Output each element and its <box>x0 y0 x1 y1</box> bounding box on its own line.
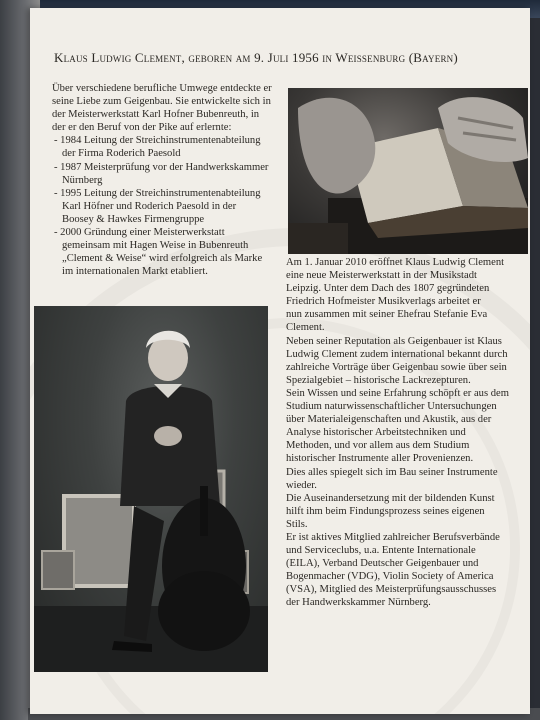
career-list <box>52 134 288 278</box>
career-item: - 2000 Gründung einer Meisterwerkstatt gemeinsam mit Hagen Weise in Bubenreuth „Clement & Weise“ wird erfolgreich als Marke im internationalen Markt etabliert. <box>54 227 263 278</box>
paragraph-memberships: Er ist aktives Mitglied zahlreicher Berufsverbände und Serviceclubs, u.a. Entente Internationale (EILA), Verband Deutscher Geigenbauer und Bogenmacher (VDG), Violin Society of America (VSA), Mitglied des Meisterprüfungsausschusses der Handwerkskammer Nürnberg. <box>286 531 500 609</box>
paragraph-leipzig: Am 1. Januar 2010 eröffnet Klaus Ludwig Clement eine neue Meisterwerkstatt in der Musikstadt Leipzig. Unter dem Dach des 1807 gegründeten Friedrich Hofmeister Musikverlags arbeitet er nun zusammen mit seiner Ehefrau Stefanie Eva Clement. <box>286 257 505 334</box>
paragraph-knowledge: Sein Wissen und seine Erfahrung schöpft er aus dem Studium naturwissenschaftlicher Untersuchungen über Materialeigenschaften und Akustik, aus der Analyse historischer Arbeitstechniken und Methoden, und vor allem aus dem Studium historischer Instrumente aller Provenienzen. Dies alles spiegelt sich im Bau seiner Instrumente wieder. <box>286 387 509 491</box>
intro-line: Über verschiedene berufliche Umwege entdeckte er <box>52 83 272 94</box>
career-item: - 1984 Leitung der Streichinstrumentenabteilung der Firma Roderich Paesold <box>54 135 261 160</box>
photo-portrait-illustration <box>34 306 268 672</box>
photo-portrait-with-cello <box>34 306 268 672</box>
paragraph-reputation: Neben seiner Reputation als Geigenbauer ist Klaus Ludwig Clement zudem international bekannt durch zahlreiche Vorträge über Geigenbau sowie über sein Spezialgebiet – historische Lackrezepturen. <box>286 335 508 386</box>
photo-hands-book <box>288 88 528 254</box>
intro-text-block <box>52 82 288 278</box>
page-heading: Klaus Ludwig Clement, geboren am 9. Juli 1956 in Weissenburg (Bayern) <box>54 50 458 65</box>
intro-paragraph <box>52 82 288 134</box>
brochure-page <box>30 8 530 714</box>
photo-hands-illustration <box>288 88 528 254</box>
career-item: - 1995 Leitung der Streichinstrumentenabteilung Karl Höfner und Roderich Paesold in der Boosey & Hawkes Firmengruppe <box>54 187 261 225</box>
intro-line: der Meisterwerkstatt Karl Hofner Bubenreuth, in <box>52 109 260 121</box>
intro-line: der er den Beruf von der Pike auf erlernte: <box>52 122 232 134</box>
paragraph-art: Die Auseinandersetzung mit der bildenden Kunst hilft ihm beim Findungsprozess seines eigenen Stils. <box>286 492 495 530</box>
intro-line: seine Liebe zum Geigenbau. Sie entwickelte sich in <box>52 96 271 108</box>
biography-text-block <box>286 256 526 610</box>
career-item: - 1987 Meisterprüfung vor der Handwerkskammer Nürnberg <box>54 161 269 186</box>
